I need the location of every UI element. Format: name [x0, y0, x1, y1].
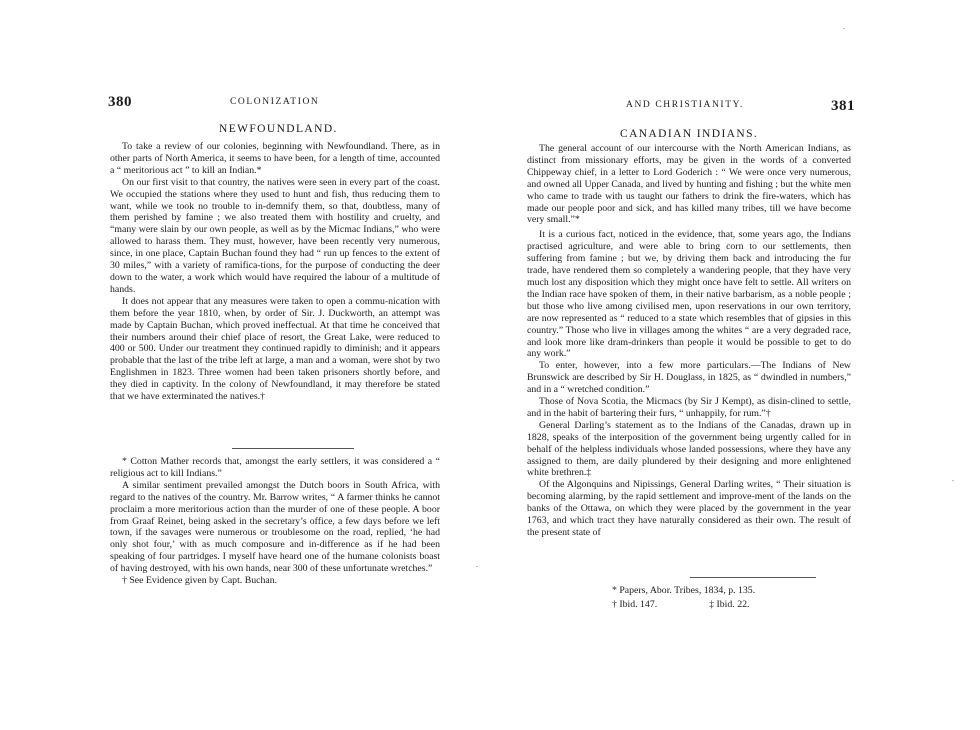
footnotes	[600, 585, 800, 611]
page-number: 381	[831, 98, 855, 114]
running-head: AND CHRISTIANITY.	[626, 100, 744, 110]
body-text	[527, 143, 851, 539]
footnote-pair	[600, 599, 800, 611]
footnote: ‡ Ibid. 22.	[709, 598, 750, 610]
footnote-divider	[690, 577, 816, 578]
footnote: * Papers, Abor. Tribes, 1834, p. 135.	[612, 585, 756, 596]
paragraph: The general account of our intercourse with the North American Indians, as distinct from missionary efforts, may be given in the words of a converted Chippeway chief, in a letter to Lord Goderich : “ We were once very numerous, and owned all Upper Canada, and lived by hunting and fishing ; but the white men who came to trade with us taught our fathers to drink the fire-waters, which has made our people poor and sick, and has killed many tribes, till we have become very small.”*	[527, 143, 851, 226]
right-page	[490, 0, 980, 730]
paragraph: To take a review of our colonies, beginning with Newfoundland. There, as in other parts of North America, it seems to have been, for a length of time, accounted a “ meritorious act ” to kill an Indian.*	[110, 141, 440, 176]
running-head: COLONIZATION	[230, 97, 320, 107]
body-text	[110, 141, 440, 403]
footnote: † Ibid. 147.	[612, 598, 658, 610]
paragraph: General Darling’s statement as to the Indians of the Canadas, drawn up in 1828, speaks of the interposition of the government being urgently called for in behalf of the helpless individuals whose landed possessions, where they have any assigned to them, are daily plundered by their designing and more enlightened white brethren.‡	[527, 419, 851, 479]
footnote: A similar sentiment prevailed amongst the Dutch boors in South Africa, with regard to the natives of the country. Mr. Barrow writes, “ A farmer thinks he cannot proclaim a more meritorious action than the murder of one of these people. A boor from Graaf Reinet, being asked in the secretary’s office, a few days before we left town, if the savages were numerous or troublesome on the road, replied, ‘he had only shot four,’ with as much composure and in-difference as if he had been speaking of four partridges. I myself have heard one of the humane colonists boast of having destroyed, with his own hands, near 300 of these unfortunate wretches.”	[110, 479, 440, 575]
footnotes	[110, 456, 440, 587]
paragraph: To enter, however, into a few more particulars.—The Indians of New Brunswick are described by Sir H. Douglass, in 1825, as “ dwindled in numbers,” and in a “ wretched condition.”	[527, 360, 851, 396]
paper-speck	[952, 480, 954, 481]
footnote: † See Evidence given by Capt. Buchan.	[122, 575, 278, 587]
paper-speck	[843, 28, 845, 29]
footnote-divider	[232, 448, 354, 449]
section-title: CANADIAN INDIANS.	[620, 128, 759, 140]
paragraph: On our first visit to that country, the natives were seen in every part of the coast. We occupied the stations where they used to hunt and fish, thus reducing them to want, while we took no trouble to in-demnify them, so that, doubtless, many of them perished by famine ; we also treated them with hostility and cruelty, and “many were slain by our own people, as well as by the Micmac Indians,” who were allowed to harass them. They must, however, have been recently very numerous, since, in one place, Captain Buchan found they had “ run up fences to the extent of 30 miles,” with a variety of ramifica-tions, for the purpose of conducting the deer down to the water, a work which would have required the labour of a multitude of hands.	[110, 176, 440, 295]
footnote: * Cotton Mather records that, amongst the early settlers, it was considered a “ religious act to kill Indians.”	[110, 456, 440, 479]
paragraph: Those of Nova Scotia, the Micmacs (by Sir J Kempt), as disin-clined to settle, and in the habit of bartering their furs, “ unhappily, for rum.”†	[527, 396, 851, 419]
paragraph: It does not appear that any measures were taken to open a commu-nication with them before the year 1810, when, by order of Sir. J. Duckworth, an attempt was made by Captain Buchan, which proved ineffectual. At that time he conceived that their numbers around their chief place of resort, the Great Lake, were reduced to 400 or 500. Under our treatment they continued rapidly to diminish; and it appears probable that the last of the tribe left at large, a man and a woman, were shot by two Englishmen in 1823. Three women had been taken prisoners shortly before, and they died in captivity. In the colony of Newfoundland, it may therefore be stated that we have exterminated the natives.†	[110, 295, 440, 403]
section-title: NEWFOUNDLAND.	[219, 123, 338, 135]
paragraph: Of the Algonquins and Nipissings, General Darling writes, “ Their situation is becoming alarming, by the rapid settlement and improve-ment of the lands on the banks of the Ottawa, on which they were placed by the government in the year 1763, and which tract they have naturally considered as their own. The result of the present state of	[527, 479, 851, 538]
page-number: 380	[108, 94, 132, 110]
paragraph: It is a curious fact, noticed in the evidence, that, some years ago, the Indians practised agriculture, and were able to bring corn to our settlements, then suffering from famine ; but we, by driving them back and introducing the fur trade, have rendered them so completely a wandering people, that they have very much lost any disposition which they might once have felt to settle. All writers on the Indian race have spoken of them, in their native barbarism, as a noble people ; but those who live among civilised men, upon reservations in our own territory, are now represented as “ reduced to a state which resembles that of gipsies in this country.” Those who live in villages among the whites “ are a very degraded race, and look more like dram-drinkers than people it would be possible to get to do any work.”	[527, 229, 851, 360]
paper-speck	[476, 566, 478, 567]
